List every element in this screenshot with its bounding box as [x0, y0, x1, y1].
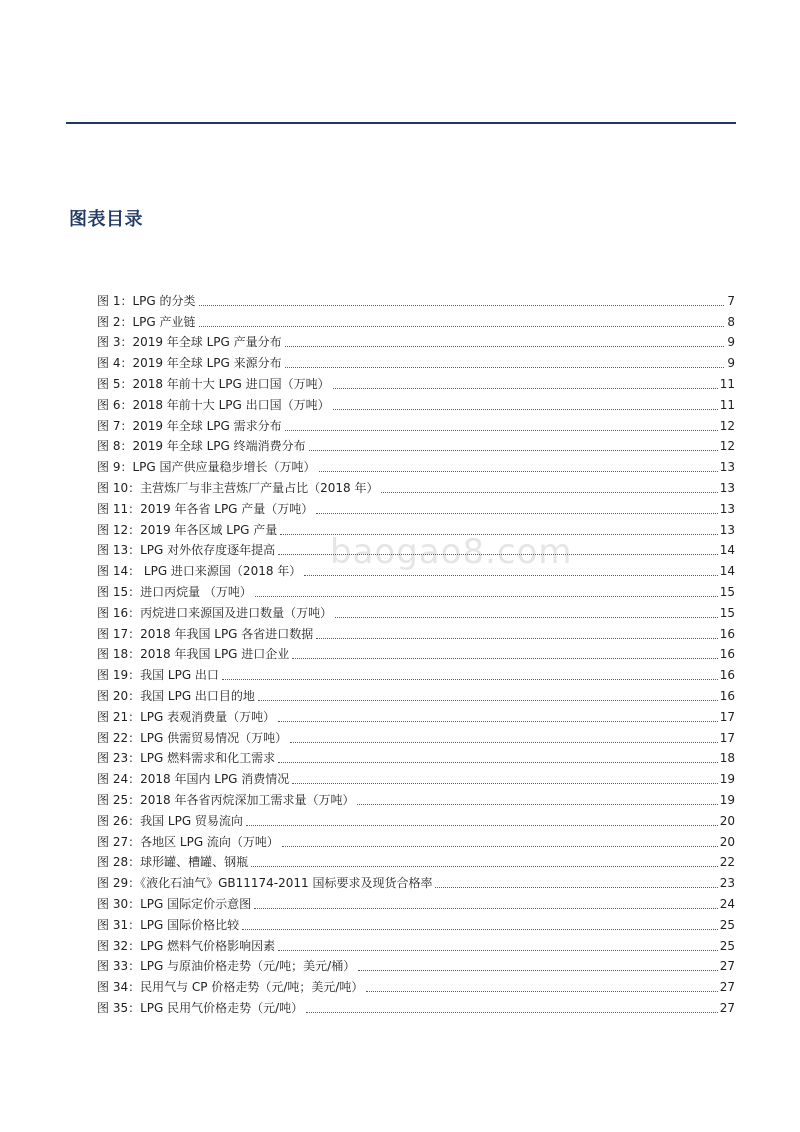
- toc-entry-label: 图 26：我国 LPG 贸易流向: [97, 813, 243, 828]
- dot-leader: [304, 575, 717, 576]
- toc-entry-page: 17: [719, 730, 735, 745]
- toc-entry-page: 9: [727, 335, 735, 350]
- toc-entry[interactable]: [97, 870, 735, 891]
- toc-entry[interactable]: [97, 288, 735, 309]
- toc-entry-page: 23: [719, 876, 735, 891]
- toc-entry-page: 9: [727, 356, 735, 371]
- toc-entry[interactable]: [97, 746, 735, 767]
- toc-entry[interactable]: [97, 517, 735, 538]
- dot-leader: [278, 762, 718, 763]
- dot-leader: [285, 367, 724, 368]
- toc-entry-page: 16: [719, 626, 735, 641]
- toc-entry-page: 20: [719, 813, 735, 828]
- toc-entry-page: 16: [719, 647, 735, 662]
- toc-entry-label: 图 34：民用气与 CP 价格走势（元/吨；美元/吨）: [97, 980, 364, 995]
- toc-entry[interactable]: [97, 933, 735, 954]
- toc-entry[interactable]: [97, 350, 735, 371]
- toc-entry[interactable]: [97, 683, 735, 704]
- dot-leader: [290, 742, 718, 743]
- toc-entry-page: 16: [719, 668, 735, 683]
- toc-entry[interactable]: [97, 496, 735, 517]
- toc-entry[interactable]: [97, 912, 735, 933]
- toc-entry-label: 图 15：进口丙烷量 （万吨）: [97, 584, 252, 599]
- toc-entry-label: 图 8：2019 年全球 LPG 终端消费分布: [97, 439, 306, 454]
- dot-leader: [292, 783, 717, 784]
- toc-entry-page: 13: [719, 460, 735, 475]
- toc-entry[interactable]: [97, 330, 735, 351]
- dot-leader: [333, 388, 718, 389]
- dot-leader: [278, 721, 718, 722]
- toc-entry-label: 图 11：2019 年各省 LPG 产量（万吨）: [97, 501, 314, 516]
- toc-entry-label: 图 18：2018 年我国 LPG 进口企业: [97, 647, 290, 662]
- toc-entry-page: 13: [719, 480, 735, 495]
- toc-entry[interactable]: [97, 434, 735, 455]
- toc-entry-label: 图 29：《液化石油气》GB11174-2011 国标要求及现货合格率: [97, 876, 433, 891]
- toc-entry-label: 图 22：LPG 供需贸易情况（万吨）: [97, 730, 288, 745]
- toc-entry-label: 图 16：丙烷进口来源国及进口数量（万吨）: [97, 605, 333, 620]
- toc-entry-page: 25: [719, 917, 735, 932]
- toc-entry-label: 图 28：球形罐、槽罐、钢瓶: [97, 855, 249, 870]
- dot-leader: [335, 617, 718, 618]
- toc-entry-label: 图 6：2018 年前十大 LPG 出口国（万吨）: [97, 397, 330, 412]
- toc-entry-page: 12: [719, 418, 735, 433]
- toc-entry[interactable]: [97, 309, 735, 330]
- dot-leader: [319, 471, 718, 472]
- toc-entry[interactable]: [97, 642, 735, 663]
- dot-leader: [306, 1012, 718, 1013]
- toc-entry-label: 图 31：LPG 国际价格比较: [97, 917, 240, 932]
- dot-leader: [333, 409, 718, 410]
- toc-entry-label: 图 7：2019 年全球 LPG 需求分布: [97, 418, 282, 433]
- toc-entry-page: 16: [719, 688, 735, 703]
- toc-entry-page: 19: [719, 792, 735, 807]
- toc-entry[interactable]: [97, 850, 735, 871]
- toc-entry[interactable]: [97, 392, 735, 413]
- toc-entry-page: 11: [719, 397, 735, 412]
- toc-entry[interactable]: [97, 413, 735, 434]
- toc-entry-page: 18: [719, 751, 735, 766]
- toc-entry-page: 17: [719, 709, 735, 724]
- toc-entry-label: 图 13：LPG 对外依存度逐年提高: [97, 543, 276, 558]
- toc-entry-label: 图 30：LPG 国际定价示意图: [97, 896, 252, 911]
- toc-entry[interactable]: [97, 808, 735, 829]
- toc-entry-label: 图 14： LPG 进口来源国（2018 年）: [97, 564, 302, 579]
- toc-entry[interactable]: [97, 974, 735, 995]
- dot-leader: [285, 346, 724, 347]
- section-title: 图表目录: [69, 209, 143, 230]
- toc-entry-label: 图 9：LPG 国产供应量稳步增长（万吨）: [97, 460, 316, 475]
- dot-leader: [278, 554, 718, 555]
- toc-entry[interactable]: [97, 621, 735, 642]
- toc-entry-page: 13: [719, 522, 735, 537]
- dot-leader: [292, 658, 717, 659]
- toc-entry-page: 12: [719, 439, 735, 454]
- toc-entry-page: 20: [719, 834, 735, 849]
- toc-entry-label: 图 35：LPG 民用气价格走势（元/吨）: [97, 1000, 304, 1015]
- toc-entry-label: 图 17：2018 年我国 LPG 各省进口数据: [97, 626, 314, 641]
- toc-entry-label: 图 2：LPG 产业链: [97, 314, 196, 329]
- toc-entry-label: 图 25：2018 年各省丙烷深加工需求量（万吨）: [97, 792, 355, 807]
- toc-entry-page: 15: [719, 605, 735, 620]
- dot-leader: [254, 908, 718, 909]
- toc-entry[interactable]: [97, 454, 735, 475]
- dot-leader: [280, 534, 717, 535]
- toc-entry[interactable]: [97, 538, 735, 559]
- dot-leader: [309, 450, 718, 451]
- dot-leader: [242, 929, 718, 930]
- dot-leader: [222, 679, 718, 680]
- toc-entry-page: 15: [719, 584, 735, 599]
- toc-entry-page: 27: [719, 1000, 735, 1015]
- toc-entry[interactable]: [97, 954, 735, 975]
- dot-leader: [251, 866, 718, 867]
- toc-entry-label: 图 32：LPG 燃料气价格影响因素: [97, 938, 276, 953]
- toc-entry-page: 14: [719, 543, 735, 558]
- toc-entry[interactable]: [97, 704, 735, 725]
- toc-entry-page: 24: [719, 896, 735, 911]
- dot-leader: [258, 700, 718, 701]
- toc-entry[interactable]: [97, 371, 735, 392]
- toc-entry-page: 8: [727, 314, 735, 329]
- toc-entry-label: 图 19：我国 LPG 出口: [97, 668, 219, 683]
- figure-toc-list: [97, 288, 735, 1016]
- dot-leader: [366, 991, 717, 992]
- toc-entry-page: 27: [719, 959, 735, 974]
- dot-leader: [316, 638, 717, 639]
- dot-leader: [199, 326, 725, 327]
- dot-leader: [199, 305, 725, 306]
- toc-entry-page: 22: [719, 855, 735, 870]
- dot-leader: [278, 950, 718, 951]
- toc-entry[interactable]: [97, 579, 735, 600]
- toc-entry-page: 25: [719, 938, 735, 953]
- toc-entry[interactable]: [97, 725, 735, 746]
- toc-entry[interactable]: [97, 787, 735, 808]
- toc-entry-page: 14: [719, 564, 735, 579]
- dot-leader: [316, 513, 717, 514]
- toc-entry[interactable]: [97, 600, 735, 621]
- toc-entry-label: 图 21：LPG 表观消费量（万吨）: [97, 709, 276, 724]
- toc-entry[interactable]: [97, 829, 735, 850]
- dot-leader: [435, 887, 717, 888]
- toc-entry-label: 图 1：LPG 的分类: [97, 293, 196, 308]
- toc-entry[interactable]: [97, 558, 735, 579]
- header-rule: [66, 122, 736, 124]
- toc-entry-label: 图 10：主营炼厂与非主营炼厂产量占比（2018 年）: [97, 480, 379, 495]
- toc-entry[interactable]: [97, 662, 735, 683]
- toc-entry-label: 图 33：LPG 与原油价格走势（元/吨；美元/桶）: [97, 959, 356, 974]
- toc-entry-label: 图 24：2018 年国内 LPG 消费情况: [97, 772, 290, 787]
- toc-entry-label: 图 12：2019 年各区域 LPG 产量: [97, 522, 278, 537]
- toc-entry-label: 图 4：2019 年全球 LPG 来源分布: [97, 356, 282, 371]
- toc-entry-page: 11: [719, 376, 735, 391]
- toc-entry-label: 图 5：2018 年前十大 LPG 进口国（万吨）: [97, 376, 330, 391]
- dot-leader: [381, 492, 717, 493]
- toc-entry-page: 7: [727, 293, 735, 308]
- dot-leader: [255, 596, 718, 597]
- toc-entry[interactable]: [97, 995, 735, 1016]
- dot-leader: [282, 846, 718, 847]
- watermark: baogao8.com: [330, 532, 573, 572]
- toc-entry-label: 图 23：LPG 燃料需求和化工需求: [97, 751, 276, 766]
- dot-leader: [358, 970, 718, 971]
- dot-leader: [285, 430, 718, 431]
- toc-entry-label: 图 3：2019 年全球 LPG 产量分布: [97, 335, 282, 350]
- toc-entry[interactable]: [97, 766, 735, 787]
- toc-entry[interactable]: [97, 891, 735, 912]
- toc-entry-page: 13: [719, 501, 735, 516]
- toc-entry[interactable]: [97, 475, 735, 496]
- toc-entry-label: 图 27：各地区 LPG 流向（万吨）: [97, 834, 279, 849]
- dot-leader: [357, 804, 717, 805]
- toc-entry-label: 图 20：我国 LPG 出口目的地: [97, 688, 255, 703]
- dot-leader: [246, 825, 718, 826]
- toc-entry-page: 27: [719, 980, 735, 995]
- toc-entry-page: 19: [719, 772, 735, 787]
